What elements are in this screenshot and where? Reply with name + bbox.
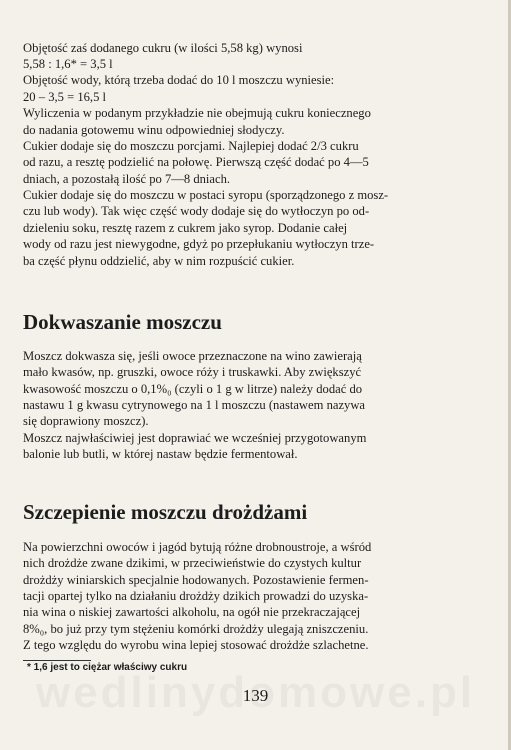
footnote-divider [23, 660, 91, 661]
text-line: 8%₀, bo już przy tym stężeniu komórki drożdży ulegają zniszczeniu. [23, 622, 369, 636]
text-line: Na powierzchni owoców i jagód bytują różne drobnoustroje, a wśród [23, 540, 372, 554]
text-line: dzieleniu soku, resztę razem z cukrem jako syrop. Dodanie całej [23, 221, 348, 235]
section-heading-szczepienie: Szczepienie moszczu drożdżami [23, 500, 308, 524]
text-line: Objętość zaś dodanego cukru (w ilości 5,58 kg) wynosi [23, 41, 303, 55]
text-line: Z tego względu do wyrobu wina lepiej stosować drożdże szlachetne. [23, 638, 369, 652]
text-line: od razu, a resztę podzielić na połowę. Pierwszą część dodać po 4—5 [23, 155, 369, 169]
text-line: ba część płynu oddzielić, aby w nim rozpuścić cukier. [23, 254, 295, 268]
page-number: 139 [242, 686, 269, 705]
text-line: Moszcz najwłaściwiej jest doprawiać we wcześniej przygotowanym [23, 431, 367, 445]
text-line: nich drożdże zwane dzikimi, w przeciwieństwie do czystych kultur [23, 556, 362, 570]
text-line: czu lub wody). Tak więc część wody dodaje się do wytłoczyn po od- [23, 204, 370, 218]
section-heading-dokwaszanie: Dokwaszanie moszczu [23, 310, 222, 334]
text-line: się doprawiony moszcz). [23, 414, 149, 428]
footnote: * 1,6 jest to ciężar właściwy cukru [27, 662, 188, 673]
text-line: balonie lub butli, w której nastaw będzie fermentował. [23, 447, 298, 461]
text-line: Moszcz dokwasza się, jeśli owoce przeznaczone na wino zawierają [23, 349, 362, 363]
text-line: 5,58 : 1,6* = 3,5 l [23, 57, 113, 71]
text-line: Cukier dodaje się do moszczu w postaci syropu (sporządzonego z mosz- [23, 188, 389, 202]
text-line: nastawu 1 g kwasu cytrynowego na 1 l moszczu (nastawem nazywa [23, 398, 366, 412]
text-line: mało kwasów, np. gruszki, owoce róży i truskawki. Aby zwiększyć [23, 365, 362, 379]
text-line: nia wina o niskiej zawartości alkoholu, na ogół nie przekraczającej [23, 605, 361, 619]
text-line: Cukier dodaje się do moszczu porcjami. Najlepiej dodać 2/3 cukru [23, 139, 359, 153]
text-line: Wyliczenia w podanym przykładzie nie obejmują cukru koniecznego [23, 106, 371, 120]
text-line: drożdży winiarskich specjalnie hodowanych. Pozostawienie fermen- [23, 573, 369, 587]
text-line: 20 – 3,5 = 16,5 l [23, 90, 107, 104]
text-line: dniach, a pozostałą ilość po 7—8 dniach. [23, 172, 231, 186]
text-line: kwasowość moszczu o 0,1%₀ (czyli o 1 g w litrze) należy dodać do [23, 382, 363, 396]
text-line: do nadania gotowemu winu odpowiedniej słodyczy. [23, 123, 285, 137]
text-line: tacji opartej tylko na działaniu drożdży dzikich prowadzi do uzyska- [23, 589, 369, 603]
text-line: Objętość wody, którą trzeba dodać do 10 l moszczu wyniesie: [23, 73, 335, 87]
text-line: wody od razu jest niewygodne, gdyż po przepłukaniu wytłoczyn trze- [23, 237, 375, 251]
